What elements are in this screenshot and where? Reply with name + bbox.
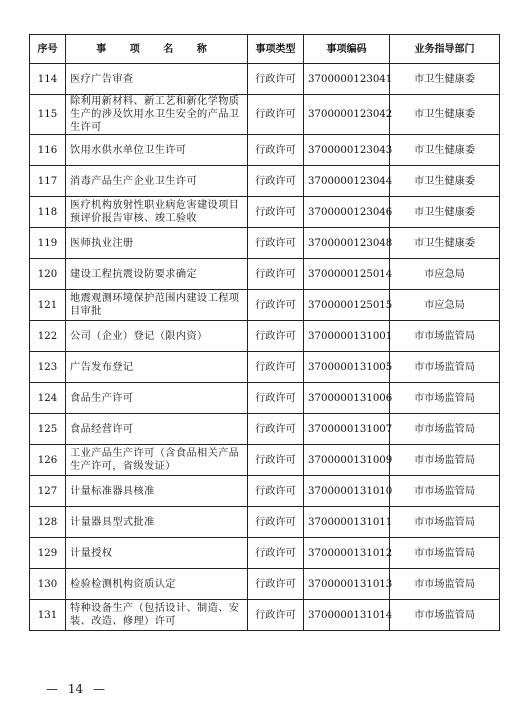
cell-matter-code: 3700000131010 — [304, 476, 390, 507]
cell-serial-number: 120 — [30, 259, 66, 290]
cell-matter-name: 消毒产品生产企业卫生许可 — [66, 166, 248, 197]
cell-matter-name: 建设工程抗震设防要求确定 — [66, 259, 248, 290]
page-footer — [40, 682, 111, 696]
cell-matter-type: 行政许可 — [248, 352, 304, 383]
cell-guiding-department: 市市场监管局 — [390, 352, 500, 383]
administrative-matters-table — [29, 34, 500, 631]
cell-matter-name: 医疗机构放射性职业病危害建设项目预评价报告审核、竣工验收 — [66, 197, 248, 228]
footer-dash-right: — — [92, 682, 105, 696]
cell-matter-code: 3700000131006 — [304, 383, 390, 414]
table-header-row — [30, 35, 500, 64]
cell-matter-type: 行政许可 — [248, 135, 304, 166]
table-row — [30, 95, 500, 135]
cell-matter-type: 行政许可 — [248, 600, 304, 631]
cell-guiding-department: 市卫生健康委 — [390, 135, 500, 166]
cell-matter-name: 检验检测机构资质认定 — [66, 569, 248, 600]
cell-serial-number: 122 — [30, 321, 66, 352]
cell-matter-code: 3700000123044 — [304, 166, 390, 197]
header-matter-name: 事 项 名 称 — [66, 35, 248, 64]
cell-serial-number: 114 — [30, 64, 66, 95]
cell-matter-code: 3700000123046 — [304, 197, 390, 228]
cell-matter-code: 3700000125014 — [304, 259, 390, 290]
cell-matter-type: 行政许可 — [248, 228, 304, 259]
cell-matter-type: 行政许可 — [248, 569, 304, 600]
header-matter-code: 事项编码 — [304, 35, 390, 64]
cell-matter-name: 医师执业注册 — [66, 228, 248, 259]
cell-matter-name: 公司（企业）登记（限内资） — [66, 321, 248, 352]
cell-serial-number: 115 — [30, 95, 66, 135]
cell-matter-code: 3700000131009 — [304, 445, 390, 476]
cell-matter-type: 行政许可 — [248, 321, 304, 352]
table-row — [30, 569, 500, 600]
cell-matter-type: 行政许可 — [248, 166, 304, 197]
cell-matter-type: 行政许可 — [248, 64, 304, 95]
cell-matter-code: 3700000131012 — [304, 538, 390, 569]
cell-matter-name: 地震观测环境保护范围内建设工程项目审批 — [66, 290, 248, 321]
cell-serial-number: 130 — [30, 569, 66, 600]
cell-matter-code: 3700000125015 — [304, 290, 390, 321]
table-row — [30, 476, 500, 507]
cell-matter-code: 3700000131014 — [304, 600, 390, 631]
cell-guiding-department: 市应急局 — [390, 290, 500, 321]
cell-guiding-department: 市市场监管局 — [390, 383, 500, 414]
table-row — [30, 290, 500, 321]
table-row — [30, 352, 500, 383]
cell-serial-number: 126 — [30, 445, 66, 476]
cell-guiding-department: 市市场监管局 — [390, 538, 500, 569]
cell-matter-type: 行政许可 — [248, 445, 304, 476]
cell-guiding-department: 市卫生健康委 — [390, 64, 500, 95]
cell-serial-number: 117 — [30, 166, 66, 197]
cell-guiding-department: 市市场监管局 — [390, 476, 500, 507]
cell-serial-number: 131 — [30, 600, 66, 631]
cell-guiding-department: 市卫生健康委 — [390, 197, 500, 228]
cell-serial-number: 118 — [30, 197, 66, 228]
cell-guiding-department: 市卫生健康委 — [390, 95, 500, 135]
cell-matter-code: 3700000131007 — [304, 414, 390, 445]
cell-matter-type: 行政许可 — [248, 383, 304, 414]
cell-matter-name: 计量器具型式批准 — [66, 507, 248, 538]
cell-matter-code: 3700000123042 — [304, 95, 390, 135]
table-body — [30, 64, 500, 631]
page-number: 14 — [67, 682, 84, 696]
cell-matter-type: 行政许可 — [248, 476, 304, 507]
cell-serial-number: 125 — [30, 414, 66, 445]
table-row — [30, 538, 500, 569]
cell-matter-type: 行政许可 — [248, 414, 304, 445]
table-row — [30, 166, 500, 197]
header-guiding-department: 业务指导部门 — [390, 35, 500, 64]
cell-matter-name: 计量标准器具核准 — [66, 476, 248, 507]
cell-guiding-department: 市市场监管局 — [390, 600, 500, 631]
cell-guiding-department: 市卫生健康委 — [390, 166, 500, 197]
table-row — [30, 507, 500, 538]
cell-matter-code: 3700000123048 — [304, 228, 390, 259]
cell-matter-name: 食品生产许可 — [66, 383, 248, 414]
table-row — [30, 64, 500, 95]
cell-matter-code: 3700000131005 — [304, 352, 390, 383]
table-row — [30, 321, 500, 352]
cell-guiding-department: 市市场监管局 — [390, 321, 500, 352]
table-row — [30, 600, 500, 631]
cell-matter-code: 3700000131013 — [304, 569, 390, 600]
footer-dash-left: — — [46, 682, 58, 696]
cell-guiding-department: 市应急局 — [390, 259, 500, 290]
cell-matter-name: 特种设备生产（包括设计、制造、安装、改造、修理）许可 — [66, 600, 248, 631]
table-row — [30, 259, 500, 290]
cell-matter-type: 行政许可 — [248, 507, 304, 538]
cell-serial-number: 129 — [30, 538, 66, 569]
cell-matter-name: 医疗广告审查 — [66, 64, 248, 95]
cell-matter-type: 行政许可 — [248, 290, 304, 321]
cell-matter-type: 行政许可 — [248, 95, 304, 135]
cell-guiding-department: 市市场监管局 — [390, 445, 500, 476]
table-row — [30, 228, 500, 259]
cell-serial-number: 128 — [30, 507, 66, 538]
cell-matter-name: 饮用水供水单位卫生许可 — [66, 135, 248, 166]
cell-matter-code: 3700000123043 — [304, 135, 390, 166]
header-serial-number: 序号 — [30, 35, 66, 64]
table-row — [30, 135, 500, 166]
table-row — [30, 414, 500, 445]
cell-guiding-department: 市市场监管局 — [390, 414, 500, 445]
cell-matter-type: 行政许可 — [248, 538, 304, 569]
cell-matter-name: 除利用新材料、新工艺和新化学物质生产的涉及饮用水卫生安全的产品卫生许可 — [66, 95, 248, 135]
cell-matter-name: 工业产品生产许可（含食品相关产品生产许可，省级发证） — [66, 445, 248, 476]
header-matter-type: 事项类型 — [248, 35, 304, 64]
cell-serial-number: 116 — [30, 135, 66, 166]
cell-matter-name: 食品经营许可 — [66, 414, 248, 445]
cell-matter-type: 行政许可 — [248, 259, 304, 290]
table-row — [30, 383, 500, 414]
cell-serial-number: 127 — [30, 476, 66, 507]
cell-serial-number: 121 — [30, 290, 66, 321]
cell-serial-number: 124 — [30, 383, 66, 414]
table-row — [30, 197, 500, 228]
table-row — [30, 445, 500, 476]
cell-matter-code: 3700000131011 — [304, 507, 390, 538]
cell-matter-name: 广告发布登记 — [66, 352, 248, 383]
cell-matter-name: 计量授权 — [66, 538, 248, 569]
cell-matter-code: 3700000131001 — [304, 321, 390, 352]
cell-guiding-department: 市市场监管局 — [390, 569, 500, 600]
cell-guiding-department: 市卫生健康委 — [390, 228, 500, 259]
cell-matter-type: 行政许可 — [248, 197, 304, 228]
cell-serial-number: 123 — [30, 352, 66, 383]
cell-matter-code: 3700000123041 — [304, 64, 390, 95]
cell-serial-number: 119 — [30, 228, 66, 259]
cell-guiding-department: 市市场监管局 — [390, 507, 500, 538]
